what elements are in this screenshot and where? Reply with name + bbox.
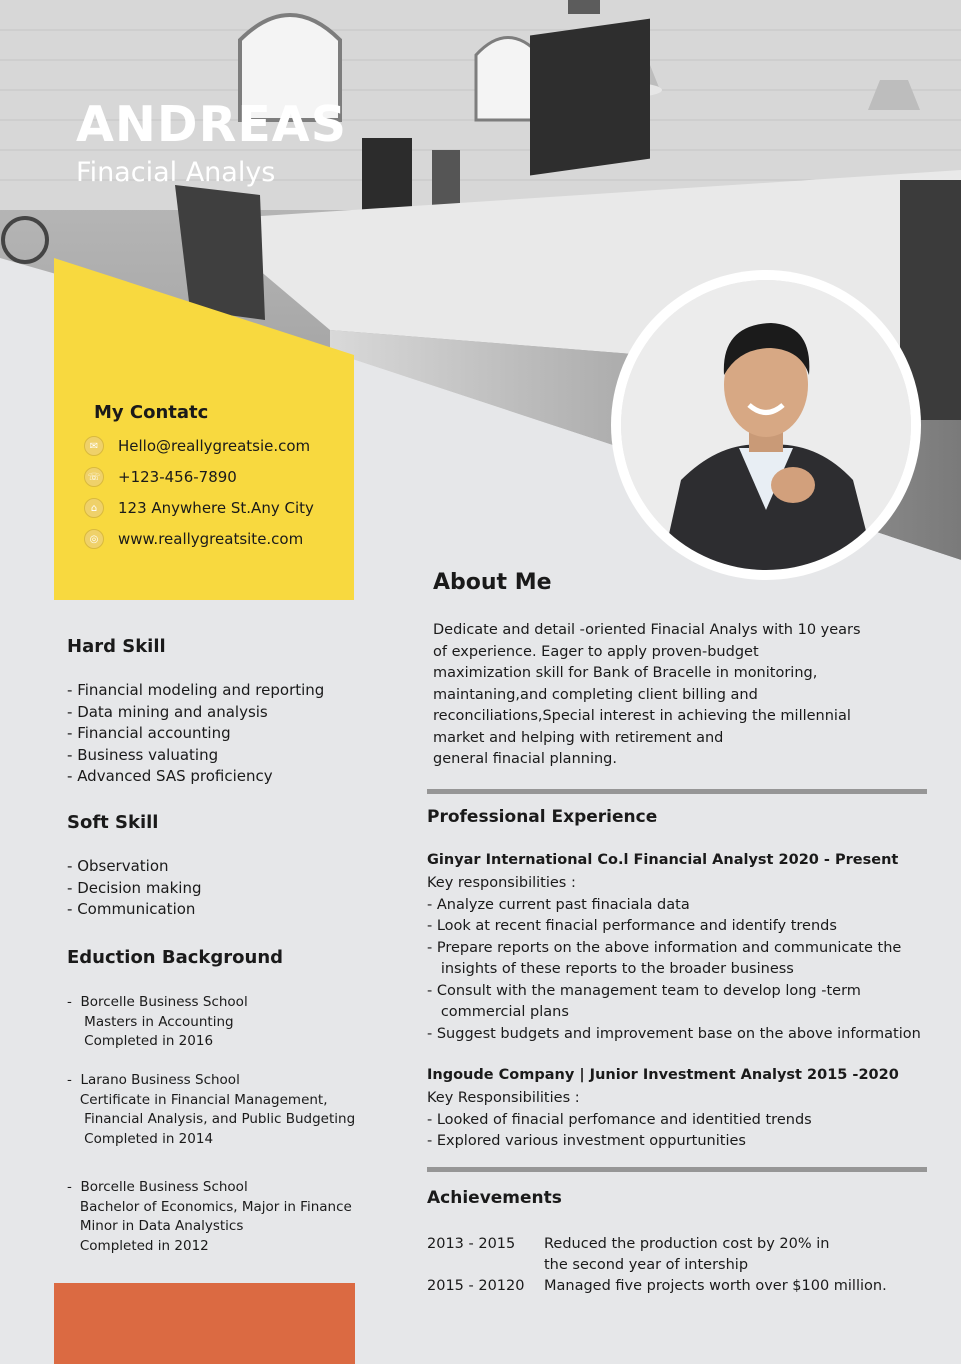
soft-skill-list — [67, 856, 202, 921]
contact-email-text: Hello@reallygreatsie.com — [118, 437, 311, 455]
phone-icon: ☏ — [84, 467, 104, 487]
candidate-role: Finacial Analys — [76, 157, 276, 188]
achievement-description: Managed five projects worth over $100 million. — [544, 1278, 887, 1294]
list-item: - Financial modeling and reporting — [67, 681, 325, 699]
list-item: - Business valuating — [67, 745, 219, 764]
contact-website-text: www.reallygreatsite.com — [118, 530, 304, 548]
profile-photo — [611, 270, 921, 580]
soft-skill-heading: Soft Skill — [67, 812, 159, 833]
achievement-row — [427, 1234, 829, 1276]
hard-skill-heading: Hard Skill — [67, 636, 166, 657]
contact-website[interactable] — [84, 528, 303, 550]
job-title: Ingoude Company | Junior Investment Analyst 2015 -2020 — [427, 1067, 899, 1083]
candidate-name: ANDREAS — [76, 96, 348, 153]
job-responsibilities: Key Responsibilities : - Looked of finacial perfomance and identitied trends - Explored various investment oppurtunities — [427, 1090, 812, 1149]
globe-icon: ◎ — [84, 529, 104, 549]
contact-address-text: 123 Anywhere St.Any City — [118, 499, 314, 517]
list-item: - Data mining and analysis — [67, 702, 268, 721]
list-item: - Observation — [67, 857, 169, 875]
education-heading: Eduction Background — [67, 947, 284, 968]
education-entry: - Borcelle Business School Masters in Accounting Completed in 2016 — [67, 994, 248, 1050]
orange-accent-bar — [54, 1283, 355, 1364]
list-item: - Advanced SAS proficiency — [67, 767, 273, 785]
achievement-description: Reduced the production cost by 20% in the second year of intership — [544, 1236, 830, 1273]
about-text: Dedicate and detail -oriented Finacial Analys with 10 years of experience. Eager to apply proven-budget maximization skill for Bank of Bracelle in monitoring, maintaning,and completing client billing and reconciliations,Special interest in achieving the millennial market and helping with retirement and general finacial planning. — [433, 622, 861, 767]
achievement-years: 2013 - 2015 — [427, 1236, 516, 1252]
job-title: Ginyar International Co.l Financial Analyst 2020 - Present — [427, 852, 899, 868]
mail-icon: ✉ — [84, 436, 104, 456]
divider — [427, 1167, 927, 1172]
education-entry: - Borcelle Business School Bachelor of Economics, Major in Finance Minor in Data Analystics Completed in 2012 — [67, 1179, 352, 1254]
achievement-row — [427, 1276, 887, 1297]
contact-phone-text: +123-456-7890 — [118, 468, 237, 486]
divider — [427, 789, 927, 794]
education-entry: - Larano Business School Certificate in Financial Management, Financial Analysis, and Public Budgeting Completed in 2014 — [67, 1072, 356, 1147]
achievement-years: 2015 - 20120 — [427, 1278, 525, 1294]
list-item: - Financial accounting — [67, 724, 231, 742]
contact-address — [84, 497, 314, 519]
contact-heading: My Contatc — [94, 402, 209, 423]
contact-phone[interactable] — [84, 466, 237, 488]
about-heading: About Me — [433, 570, 552, 595]
job-responsibilities: Key responsibilities : - Analyze current past finaciala data - Look at recent finacial performance and identify trends - Prepare reports on the above information and communicate the insights of these reports to the broader business - Consult with the management team to develop long -term commercial plans - Suggest budgets and improvement base on the above information — [427, 875, 921, 1042]
list-item: - Decision making — [67, 878, 202, 897]
contact-email[interactable] — [84, 435, 310, 457]
experience-heading: Professional Experience — [427, 807, 658, 827]
hard-skill-list — [67, 680, 324, 788]
list-item: - Communication — [67, 900, 196, 918]
home-icon: ⌂ — [84, 498, 104, 518]
achievements-heading: Achievements — [427, 1188, 562, 1208]
